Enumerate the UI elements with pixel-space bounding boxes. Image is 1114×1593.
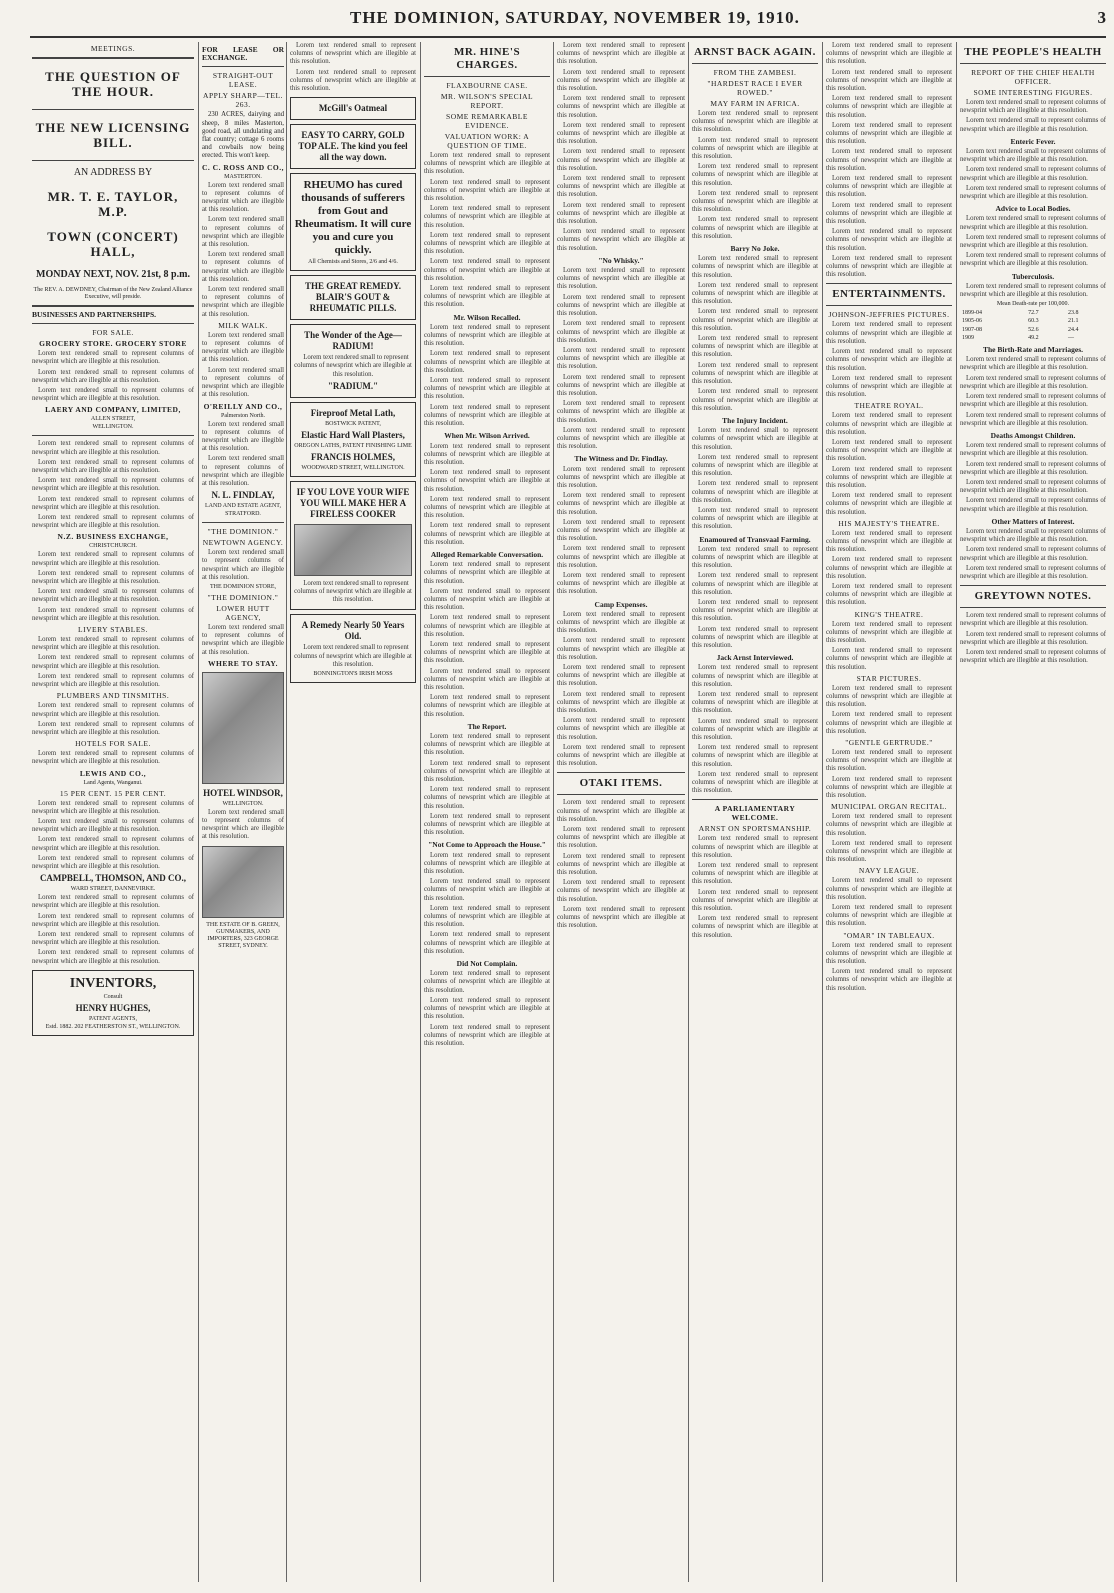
ad-heading: WHERE TO STAY. — [207, 658, 279, 668]
column-rule — [688, 42, 689, 1582]
article-text: Lorem text rendered small to represent columns of newsprint which are illegible at this resolution. Lorem text rendered small to represent columns of newsprint which are illegible at this resolution. Lorem text rendered small to represent columns of newsprint which are illegible at this resolution. Lorem text rendered small to represent columns of newsprint which are illegible at this resolution. Lorem text rendered small to represent columns of newsprint which are illegible at this resolution. Lorem text rendered small to represent columns of newsprint which are illegible at this resolution. — [424, 152, 550, 309]
headline: GREYTOWN NOTES. — [974, 590, 1092, 603]
article-text: Lorem text rendered small to represent columns of newsprint which are illegible at this resolution. Lorem text rendered small to represent columns of newsprint which are illegible at this resolution. Lorem text rendered small to represent columns of newsprint which are illegible at this resolution. Lorem text rendered small to represent columns of newsprint which are illegible at this resolution. Lorem text rendered small to represent columns of newsprint which are illegible at this resolution. Lorem text rendered small to represent columns of newsprint which are illegible at this resolution. Lorem text rendered small to represent columns of newsprint which are illegible at this resolution. — [557, 267, 685, 451]
classified-text: Lorem text rendered small to represent columns of newsprint which are illegible at this resolution. — [202, 623, 284, 656]
ad-text: All Chemists and Stores, 2/6 and 4/6. — [308, 259, 398, 266]
section-heading: The Birth-Rate and Marriages. — [983, 345, 1083, 355]
ad-text: PATENT AGENTS, — [88, 1015, 137, 1022]
classified-text: Lorem text rendered small to represent columns of newsprint which are illegible at this resolution. Lorem text rendered small to represent columns of newsprint which are illegible at this resolution. Lorem text rendered small to represent columns of newsprint which are illegible at this resolution. Lorem text rendered small to represent columns of newsprint which are illegible at this resolution. — [202, 181, 284, 318]
page-number: 3 — [1097, 8, 1106, 27]
article-text: Lorem text rendered small to represent columns of newsprint which are illegible at this resolution. Lorem text rendered small to represent columns of newsprint which are illegible at this resolution. Lorem text rendered small to represent columns of newsprint which are illegible at this resolution. — [960, 612, 1106, 665]
article-text: Lorem text rendered small to represent columns of newsprint which are illegible at this resolution. Lorem text rendered small to represent columns of newsprint which are illegible at this resolution. Lorem text rendered small to represent columns of newsprint which are illegible at this resolution. — [960, 148, 1106, 201]
subheading: "GENTLE GERTRUDE." — [845, 738, 933, 748]
article-text: Lorem text rendered small to represent columns of newsprint which are illegible at this resolution. Lorem text rendered small to represent columns of newsprint which are illegible at this resolution. Lorem text rendered small to represent columns of newsprint which are illegible at this resolution. Lorem text rendered small to represent columns of newsprint which are illegible at this resolution. Lorem text rendered small to represent columns of newsprint which are illegible at this resolution. — [557, 799, 685, 930]
classified-text: Lorem text rendered small to represent columns of newsprint which are illegible at this resolution. Lorem text rendered small to represent columns of newsprint which are illegible at this resolution. — [202, 331, 284, 399]
lath-ad — [290, 402, 416, 477]
subheading: "HARDEST RACE I EVER ROWED." — [707, 79, 803, 97]
article-text: Lorem text rendered small to represent columns of newsprint which are illegible at this resolution. Lorem text rendered small to represent columns of newsprint which are illegible at this resolution. Lorem text rendered small to represent columns of newsprint which are illegible at this resolution. Lorem text rendered small to represent columns of newsprint which are illegible at this resolution. — [960, 356, 1106, 427]
irish-moss-ad: A Remedy Nearly 50 Years Old. Lorem text rendered small to represent columns of newsprint which are illegible at this resolution. BONNINGTON'S IRISH MOSS — [290, 614, 416, 683]
section-heading: Advice to Local Bodies. — [995, 204, 1071, 214]
ad-heading: STRAIGHT-OUT LEASE. — [212, 71, 274, 90]
subheading: MUNICIPAL ORGAN RECITAL. — [830, 802, 948, 812]
ad-title: THE GREAT REMEDY. BLAIR'S GOUT & RHEUMATIC PILLS. — [304, 281, 402, 314]
firm-city: CHRISTCHURCH. — [89, 543, 137, 550]
column-meetings — [32, 42, 194, 1582]
column-arnst — [692, 42, 818, 1582]
article-text: Lorem text rendered small to represent columns of newsprint which are illegible at this resolution. Lorem text rendered small to represent columns of newsprint which are illegible at this resolution. Lorem text rendered small to represent columns of newsprint which are illegible at this resolution. Lorem text rendered small to represent columns of newsprint which are illegible at this resolution. — [424, 323, 550, 428]
hotel-illustration — [202, 672, 284, 784]
firm-city: WELLINGTON. — [92, 424, 134, 431]
section-heading: The Report. — [467, 721, 507, 731]
firm-city: Palmerston North. — [221, 412, 265, 419]
ad-text: BOSTWICK PATENT, — [325, 420, 381, 427]
headline: THE QUESTION OF THE HOUR. — [45, 69, 181, 99]
article-text: Lorem text rendered small to represent columns of newsprint which are illegible at this resolution. Lorem text rendered small to represent columns of newsprint which are illegible at this resolution. Lorem text rendered small to represent columns of newsprint which are illegible at this resolution. Lorem text rendered small to represent columns of newsprint which are illegible at this resolution. Lorem text rendered small to represent columns of newsprint which are illegible at this resolution. — [692, 664, 818, 795]
divider — [692, 63, 818, 64]
cooker-illustration — [294, 524, 412, 576]
classified-header: BUSINESSES AND PARTNERSHIPS. — [32, 310, 157, 319]
table-cell: 1909 — [962, 334, 974, 341]
column-rule — [198, 42, 199, 1582]
subheading: FLAXBOURNE CASE. — [446, 81, 528, 90]
ad-heading: NEWTOWN AGENCY. — [202, 538, 284, 548]
ad-name: HENRY HUGHES, — [75, 1002, 151, 1013]
article-text: Lorem text rendered small to represent columns of newsprint which are illegible at this resolution. Lorem text rendered small to represent columns of newsprint which are illegible at this resolution. Lorem text rendered small to represent columns of newsprint which are illegible at this resolution. Lorem text rendered small to represent columns of newsprint which are illegible at this resolution. Lorem text rendered small to represent columns of newsprint which are illegible at this resolution. — [557, 465, 685, 596]
ad-text: Consult — [103, 993, 123, 1000]
ad-title: McGill's Oatmeal — [318, 103, 388, 114]
divider — [826, 283, 952, 284]
oatmeal-ad — [290, 97, 416, 120]
section-heading: Mr. Wilson Recalled. — [453, 312, 521, 322]
article-text: Lorem text rendered small to represent columns of newsprint which are illegible at this resolution. Lorem text rendered small to represent columns of newsprint which are illegible at this resolution. Lorem text rendered small to represent columns of newsprint which are illegible at this resolution. Lorem text rendered small to represent columns of newsprint which are illegible at this resolution. — [692, 545, 818, 649]
classified-text: Lorem text rendered small to represent columns of newsprint which are illegible at this resolution. Lorem text rendered small to represent columns of newsprint which are illegible at this resolution. Lorem text rendered small to represent columns of newsprint which are illegible at this resolution. — [32, 636, 194, 689]
firm-name: O'REILLY AND CO., — [203, 401, 283, 411]
section-heading: Jack Arnst Interviewed. — [716, 653, 794, 663]
article-text: Lorem text rendered small to represent columns of newsprint which are illegible at this resolution. Lorem text rendered small to represent columns of newsprint which are illegible at this resolution. Lorem text rendered small to represent columns of newsprint which are illegible at this resolution. Lorem text rendered small to represent columns of newsprint which are illegible at this resolution. — [692, 427, 818, 531]
firm-name: LAERY AND COMPANY, LIMITED, — [45, 405, 181, 415]
section-heading: Alleged Remarkable Conversation. — [430, 549, 544, 559]
subheading: FROM THE ZAMBESI. — [713, 68, 797, 77]
death-rate-table — [960, 309, 1106, 342]
column-rule — [286, 42, 287, 1582]
section-heading: Deaths Amongst Children. — [990, 430, 1076, 440]
section-heading: When Mr. Wilson Arrived. — [444, 431, 530, 441]
divider — [424, 76, 550, 77]
column-adverts — [290, 42, 416, 1582]
classified-text: Lorem text rendered small to represent columns of newsprint which are illegible at this resolution. Lorem text rendered small to represent columns of newsprint which are illegible at this resolution. Lorem text rendered small to represent columns of newsprint which are illegible at this resolution. Lorem text rendered small to represent columns of newsprint which are illegible at this resolution. — [32, 894, 194, 965]
cooker-ad: IF YOU LOVE YOUR WIFE YOU WILL MAKE HER A FIRELESS COOKER Lorem text rendered small to represent columns of newsprint which are illegible at this resolution. — [290, 481, 416, 611]
ad-heading: FOR SALE. — [92, 328, 134, 338]
date: MONDAY NEXT, NOV. 21st, 8 p.m. — [36, 269, 190, 280]
chair-note: The REV. A. DEWDNEY, Chairman of the New Zealand Alliance Executive, will preside. — [33, 287, 193, 300]
divider — [692, 799, 818, 800]
divider — [557, 772, 685, 773]
table-cell: 1907-08 — [962, 326, 982, 333]
ad-title: Elastic Hard Wall Plasters, — [301, 429, 405, 440]
article-text: Lorem text rendered small to represent columns of newsprint which are illegible at this resolution. Lorem text rendered small to represent columns of newsprint which are illegible at this resolution. Lorem text rendered small to represent columns of newsprint which are illegible at this resolution. Lorem text rendered small to represent columns of newsprint which are illegible at this resolution. — [424, 733, 550, 837]
column-rule — [420, 42, 421, 1582]
ad-brand: "RADIUM." — [327, 380, 379, 391]
article-text: Lorem text rendered small to represent columns of newsprint which are illegible at this resolution. Lorem text rendered small to represent columns of newsprint which are illegible at this resolution. Lorem text rendered small to represent columns of newsprint which are illegible at this resolution. — [960, 527, 1106, 580]
divider — [32, 305, 194, 307]
ad-heading: 15 PER CENT. 15 PER CENT. — [59, 788, 167, 798]
ad-title: INVENTORS, — [69, 975, 157, 991]
firm-name: N. L. FINDLAY, — [211, 490, 275, 501]
ad-text: THE ESTATE OF B. GREEN, GUNMAKERS, AND IMPORTERS, 323 GEORGE STREET, SYDNEY. — [206, 921, 280, 949]
firm-name: N.Z. BUSINESS EXCHANGE, — [57, 532, 169, 542]
firm-address: ALLEN STREET, — [90, 416, 136, 423]
firm-city: Land Agents, Wanganui. — [83, 779, 143, 786]
divider — [826, 305, 952, 306]
ad-text: THE DOMINION STORE, — [209, 583, 277, 590]
classified-text: Lorem text rendered small to represent columns of newsprint which are illegible at this resolution. Lorem text rendered small to represent columns of newsprint which are illegible at this resolution. Lorem text rendered small to represent columns of newsprint which are illegible at this resolution. — [32, 350, 194, 403]
column-hine — [424, 42, 550, 1582]
table-row — [960, 317, 1106, 325]
divider — [960, 607, 1106, 608]
table-cell: 49.2 — [1028, 334, 1039, 341]
section-heading: Barry No Joke. — [730, 244, 780, 254]
ad-heading: LIVERY STABLES. — [78, 625, 148, 635]
column-health — [960, 42, 1106, 1582]
ad-heading: PLUMBERS AND TINSMITHS. — [56, 691, 170, 701]
article-text: Lorem text rendered small to represent columns of newsprint which are illegible at this resolution. Lorem text rendered small to represent columns of newsprint which are illegible at this resolution. Lorem text rendered small to represent columns of newsprint which are illegible at this resolution. Lorem text rendered small to represent columns of newsprint which are illegible at this resolution. Lorem text rendered small to represent columns of newsprint which are illegible at this resolution. Lorem text rendered small to represent columns of newsprint which are illegible at this resolution. — [557, 610, 685, 768]
ad-title: EASY TO CARRY, GOLD TOP ALE. The kind you feel all the way down. — [298, 130, 408, 163]
table-cell: 52.6 — [1028, 326, 1039, 333]
column-rule — [956, 42, 957, 1582]
section-heading: The Witness and Dr. Findlay. — [574, 454, 668, 464]
article-text: Lorem text rendered small to represent columns of newsprint which are illegible at this resolution. Lorem text rendered small to represent columns of newsprint which are illegible at this resolution. Lorem text rendered small to represent columns of newsprint which are illegible at this resolution. Lorem text rendered small to represent columns of newsprint which are illegible at this resolution. Lorem text rendered small to represent columns of newsprint which are illegible at this resolution. Lorem text rendered small to represent columns of newsprint which are illegible at this resolution. — [692, 255, 818, 412]
subheading: HIS MAJESTY'S THEATRE. — [838, 518, 940, 528]
ad-heading: HOTELS FOR SALE. — [75, 739, 151, 749]
table-cell: 1905-06 — [962, 318, 982, 325]
classified-text: Lorem text rendered small to represent columns of newsprint which are illegible at this resolution. Lorem text rendered small to represent columns of newsprint which are illegible at this resolution. Lorem text rendered small to represent columns of newsprint which are illegible at this resolution. Lorem text rendered small to represent columns of newsprint which are illegible at this resolution. — [32, 799, 194, 870]
subheading: A PARLIAMENTARY WELCOME. — [714, 804, 796, 823]
ad-text: WOODWARD STREET, WELLINGTON. — [301, 464, 405, 471]
ad-title: RHEUMO has cured thousands of sufferers from Gout and Rheumatism. It will cure you and cure you quickly. — [294, 179, 412, 257]
firm-desc: LAND AND ESTATE AGENT, — [204, 503, 282, 510]
divider — [557, 794, 685, 795]
subheading: SOME INTERESTING FIGURES. — [973, 88, 1093, 97]
section-title: MEETINGS. — [90, 44, 136, 53]
venue: TOWN (CONCERT) HALL, — [47, 229, 179, 259]
column-hine-cont — [557, 42, 685, 1582]
article-text: Lorem text rendered small to represent columns of newsprint which are illegible at this resolution. Lorem text rendered small to represent columns of newsprint which are illegible at this resolution. — [960, 99, 1106, 133]
ad-title: The Wonder of the Age— RADIUM! — [304, 330, 402, 352]
article-text: Lorem text rendered small to represent columns of newsprint which are illegible at this resolution. Lorem text rendered small to represent columns of newsprint which are illegible at this resolution. Lorem text rendered small to represent columns of newsprint which are illegible at this resolution. Lorem text rendered small to represent columns of newsprint which are illegible at this resolution. — [424, 442, 550, 546]
ad-text: OREGON LATHS, PATENT FINISHING LIME — [294, 442, 412, 449]
section-heading: Tuberculosis. — [1011, 271, 1055, 281]
masthead-title: THE DOMINION, SATURDAY, NOVEMBER 19, 1910. — [350, 8, 800, 27]
subheading: THEATRE ROYAL. — [854, 401, 924, 411]
table-cell: 1899-04 — [962, 310, 982, 317]
firm-name: C. C. ROSS AND CO., — [202, 162, 284, 172]
headline: MR. HINE'S CHARGES. — [453, 46, 521, 71]
ad-text: Estd. 1882. 202 FEATHERSTON ST., WELLINGTON. — [45, 1023, 181, 1030]
classified-text: Lorem text rendered small to represent columns of newsprint which are illegible at this resolution. Lorem text rendered small to represent columns of newsprint which are illegible at this resolution. — [202, 420, 284, 487]
section-heading: Enteric Fever. — [1010, 136, 1056, 146]
ad-text: 230 ACRES, dairying and sheep, 8 miles Masterton, good road, all undulating and flat country; cottage 6 rooms and cowbails now being erected. This won't keep. — [202, 111, 284, 160]
masthead — [30, 6, 1106, 38]
headline: THE PEOPLE'S HEALTH — [964, 46, 1102, 58]
firm-address: WARD STREET, DANNEVIRKE. — [70, 886, 156, 893]
article-text: Lorem text rendered small to represent columns of newsprint which are illegible at this resolution. Lorem text rendered small to represent columns of newsprint which are illegible at this resolution. Lorem text rendered small to represent columns of newsprint which are illegible at this resolution. — [424, 970, 550, 1047]
subheading: NAVY LEAGUE. — [858, 866, 920, 876]
headline: ARNST BACK AGAIN. — [694, 46, 816, 58]
column-lease — [202, 42, 284, 1582]
headline: OTAKI ITEMS. — [579, 777, 663, 790]
subheading: STAR PICTURES. — [856, 673, 922, 683]
section-heading: "Not Come to Approach the House." — [428, 840, 546, 850]
firm-city: MASTERTON. — [224, 173, 262, 180]
classified-header: FOR LEASE OR EXCHANGE. — [202, 45, 284, 63]
classified-text: Lorem text rendered small to represent columns of newsprint which are illegible at this resolution. — [202, 808, 284, 841]
column-rule — [553, 42, 554, 1582]
table-row — [960, 309, 1106, 317]
classified-text: Lorem text rendered small to represent columns of newsprint which are illegible at this resolution. Lorem text rendered small to represent columns of newsprint which are illegible at this resolution. — [32, 702, 194, 736]
headline: THE NEW LICENSING BILL. — [35, 120, 191, 150]
subheading: ARNST ON SPORTSMANSHIP. — [698, 824, 812, 834]
table-caption: Mean Death-rate per 100,000. — [996, 301, 1070, 308]
divider — [32, 323, 194, 324]
rheumo-ad — [290, 173, 416, 271]
ad-brand: BONNINGTON'S IRISH MOSS — [313, 671, 393, 678]
divider — [32, 435, 194, 436]
section-heading: "No Whisky." — [598, 255, 644, 265]
ad-heading: "THE DOMINION." — [207, 592, 279, 602]
section-heading: Did Not Complain. — [456, 959, 518, 969]
classified-text: Lorem text rendered small to represent columns of newsprint which are illegible at this resolution. Lorem text rendered small to represent columns of newsprint which are illegible at this resolution. Lorem text rendered small to represent columns of newsprint which are illegible at this resolution. Lorem text rendered small to represent columns of newsprint which are illegible at this resolution. Lorem text rendered small to represent columns of newsprint which are illegible at this resolution. — [32, 440, 194, 530]
table-row — [960, 334, 1106, 342]
ad-heading: APPLY SHARP—TEL. 263. — [203, 91, 283, 110]
subheading: AN ADDRESS BY — [73, 167, 153, 178]
subheading: VALUATION WORK: A QUESTION OF TIME. — [444, 132, 530, 150]
classified-text: Lorem text rendered small to represent columns of newsprint which are illegible at this resolution. — [32, 750, 194, 766]
subheading: KING'S THEATRE. — [854, 609, 924, 619]
article-text: Lorem text rendered small to represent columns of newsprint which are illegible at this resolution. Lorem text rendered small to represent columns of newsprint which are illegible at this resolution. Lorem text rendered small to represent columns of newsprint which are illegible at this resolution. — [960, 215, 1106, 268]
divider — [960, 585, 1106, 586]
subheading: JOHNSON-JEFFRIES PICTURES. — [828, 310, 950, 320]
section-heading: Other Matters of Interest. — [991, 516, 1075, 526]
divider — [32, 160, 194, 161]
classified-text: Lorem text rendered small to represent columns of newsprint which are illegible at this resolution. — [202, 549, 284, 581]
patent-ad — [32, 970, 194, 1036]
table-row — [960, 326, 1106, 334]
gun-illustration — [202, 846, 284, 918]
article-text: Lorem text rendered small to represent columns of newsprint which are illegible at this resolution. — [960, 282, 1106, 299]
article-text: Lorem text rendered small to represent columns of newsprint which are illegible at this resolution. Lorem text rendered small to represent columns of newsprint which are illegible at this resolution. Lorem text rendered small to represent columns of newsprint which are illegible at this resolution. Lorem text rendered small to represent columns of newsprint which are illegible at this resolution. — [424, 851, 550, 955]
article-text: Lorem text rendered small to represent columns of newsprint which are illegible at this resolution. Lorem text rendered small to represent columns of newsprint which are illegible at this resolution. Lorem text rendered small to represent columns of newsprint which are illegible at this resolution. Lorem text rendered small to represent columns of newsprint which are illegible at this resolution. — [960, 442, 1106, 513]
ad-title: Fireproof Metal Lath, — [310, 407, 396, 418]
ad-heading: MILK WALK. — [218, 320, 268, 330]
hotel-name: HOTEL WINDSOR, — [203, 787, 283, 798]
table-cell: 72.7 — [1028, 310, 1039, 317]
divider — [202, 522, 284, 523]
ad-title: IF YOU LOVE YOUR WIFE YOU WILL MAKE HER A FIRELESS COOKER — [296, 486, 410, 519]
firm-name: LEWIS AND CO., — [79, 768, 147, 778]
ale-ad — [290, 124, 416, 169]
article-text: Lorem text rendered small to represent columns of newsprint which are illegible at this resolution. Lorem text rendered small to represent columns of newsprint which are illegible at this resolution. Lorem text rendered small to represent columns of newsprint which are illegible at this resolution. Lorem text rendered small to represent columns of newsprint which are illegible at this resolution. Lorem text rendered small to represent columns of newsprint which are illegible at this resolution. — [692, 110, 818, 240]
headline: ENTERTAINMENTS. — [832, 288, 946, 301]
column-rule — [822, 42, 823, 1582]
section-heading: The Injury Incident. — [722, 415, 788, 425]
subheading: MAY FARM IN AFRICA. — [710, 99, 800, 108]
ad-heading: "THE DOMINION." — [207, 527, 279, 537]
subheading: SOME REMARKABLE EVIDENCE. — [446, 112, 528, 130]
ad-title: A Remedy Nearly 50 Years Old. — [301, 620, 405, 642]
table-cell: 21.1 — [1068, 318, 1079, 325]
subheading: MR. WILSON'S SPECIAL REPORT. — [440, 92, 534, 110]
ad-heading: GROCERY STORE. GROCERY STORE — [39, 339, 187, 349]
divider — [32, 109, 194, 110]
article-text: Lorem text rendered small to represent columns of newsprint which are illegible at this resolution. Lorem text rendered small to represent columns of newsprint which are illegible at this resolution. Lorem text rendered small to represent columns of newsprint which are illegible at this resolution. Lorem text rendered small to represent columns of newsprint which are illegible at this resolution. — [692, 835, 818, 939]
table-cell: 24.4 — [1068, 326, 1079, 333]
column-entertainments: Lorem text rendered small to represent columns of newsprint which are illegible at this resolution. Lorem text rendered small to represent columns of newsprint which are illegible at this resolution. Lorem text rendered small to represent columns of newsprint which are illegible at this resolution. Lorem text rendered small to represent columns of newsprint which are illegible at this resolution. Lorem text rendered small to represent columns of newsprint which are illegible at this resolution. Lorem text rendered small to represent columns of newsprint which are illegible at this resolution. Lorem text rendered small to represent columns of newsprint which are illegible at this resolution. Lorem text rendered small to represent columns of newsprint which are illegible at this resolution. Lorem text rendered small to represent columns of newsprint which are illegible at this resolution. ENTERTAINMENTS. JOHNSON-JEFFRIES PICTURES. Lorem text rendered small to represent columns of newsprint which are illegible at this resolution. Lorem text rendered small to represent columns of newsprint which are illegible at this resolution. Lorem text rendered small to represent columns of newsprint which are illegible at this resolution. THEATRE ROYAL. Lorem text rendered small to represent columns of newsprint which are illegible at this resolution. Lorem text rendered small to represent columns of newsprint which are illegible at this resolution. Lorem text rendered small to represent columns of newsprint which are illegible at this resolution. Lorem text rendered small to represent columns of newsprint which are illegible at this resolution. HIS MAJESTY'S THEATRE. Lorem text rendered small to represent columns of newsprint which are illegible at this resolution. Lorem text rendered small to represent columns of newsprint which are illegible at this resolution. Lorem text rendered small to represent columns of newsprint which are illegible at this resolution. KING'S THEATRE. Lorem text rendered small to represent columns of newsprint which are illegible at this resolution. Lorem text rendered small to represent columns of newsprint which are illegible at this resolution. STAR PICTURES. Lorem text rendered small to represent columns of newsprint which are illegible at this resolution. Lorem text rendered small to represent columns of newsprint which are illegible at this resolution. "GENTLE GERTRUDE." Lorem text rendered small to represent columns of newsprint which are illegible at this resolution. Lorem text rendered small to represent columns of newsprint which are illegible at this resolution. MUNICIPAL ORGAN RECITAL. Lorem text rendered small to represent columns of newsprint which are illegible at this resolution. Lorem text rendered small to represent columns of newsprint which are illegible at this resolution. NAVY LEAGUE. Lorem text rendered small to represent columns of newsprint which are illegible at this resolution. Lorem text rendered small to represent columns of newsprint which are illegible at this resolution. "OMAR" IN TABLEAUX. Lorem text rendered small to represent columns of newsprint which are illegible at this resolution. Lorem text rendered small to represent columns of newsprint which are illegible at this resolution. — [826, 42, 952, 992]
divider — [960, 63, 1106, 64]
subheading: REPORT OF THE CHIEF HEALTH OFFICER. — [971, 68, 1095, 86]
article-text: Lorem text rendered small to represent columns of newsprint which are illegible at this resolution. Lorem text rendered small to represent columns of newsprint which are illegible at this resolution. Lorem text rendered small to represent columns of newsprint which are illegible at this resolution. Lorem text rendered small to represent columns of newsprint which are illegible at this resolution. Lorem text rendered small to represent columns of newsprint which are illegible at this resolution. Lorem text rendered small to represent columns of newsprint which are illegible at this resolution. Lorem text rendered small to represent columns of newsprint which are illegible at this resolution. Lorem text rendered small to represent columns of newsprint which are illegible at this resolution. Lorem text rendered small to represent columns of newsprint which are illegible at this resolution. — [826, 42, 952, 279]
table-cell: — — [1068, 334, 1075, 341]
hotel-city: WELLINGTON. — [222, 800, 264, 807]
firm-name: CAMPBELL, THOMSON, AND CO., — [39, 873, 187, 884]
ad-name: FRANCIS HOLMES, — [310, 451, 395, 462]
section-heading: Camp Expenses. — [594, 599, 648, 609]
table-cell: 23.8 — [1068, 310, 1079, 317]
divider — [202, 66, 284, 67]
firm-city: STRATFORD. — [225, 511, 261, 518]
ad-heading: LOWER HUTT AGENCY, — [216, 603, 270, 622]
section-heading: Enamoured of Transvaal Farming. — [699, 534, 811, 544]
table-cell: 60.3 — [1028, 318, 1039, 325]
article-text: Lorem text rendered small to represent columns of newsprint which are illegible at this resolution. Lorem text rendered small to represent columns of newsprint which are illegible at this resolution. Lorem text rendered small to represent columns of newsprint which are illegible at this resolution. Lorem text rendered small to represent columns of newsprint which are illegible at this resolution. Lorem text rendered small to represent columns of newsprint which are illegible at this resolution. Lorem text rendered small to represent columns of newsprint which are illegible at this resolution. — [424, 561, 550, 718]
article-text: Lorem text rendered small to represent columns of newsprint which are illegible at this resolution. Lorem text rendered small to represent columns of newsprint which are illegible at this resolution. Lorem text rendered small to represent columns of newsprint which are illegible at this resolution. Lorem text rendered small to represent columns of newsprint which are illegible at this resolution. Lorem text rendered small to represent columns of newsprint which are illegible at this resolution. Lorem text rendered small to represent columns of newsprint which are illegible at this resolution. Lorem text rendered small to represent columns of newsprint which are illegible at this resolution. Lorem text rendered small to represent columns of newsprint which are illegible at this resolution. — [557, 42, 685, 252]
subheading: "OMAR" IN TABLEAUX. — [843, 930, 935, 940]
speaker-name: MR. T. E. TAYLOR, M.P. — [47, 189, 179, 219]
ad-text: Lorem text rendered small to represent columns of newsprint which are illegible at this resolution. Lorem text rendered small to represent columns of newsprint which are illegible at this resolution. — [290, 42, 416, 93]
divider — [32, 57, 194, 59]
classified-text: Lorem text rendered small to represent columns of newsprint which are illegible at this resolution. Lorem text rendered small to represent columns of newsprint which are illegible at this resolution. Lorem text rendered small to represent columns of newsprint which are illegible at this resolution. Lorem text rendered small to represent columns of newsprint which are illegible at this resolution. — [32, 551, 194, 622]
radium-ad: The Wonder of the Age— RADIUM! Lorem text rendered small to represent columns of newsprint which are illegible at this resolution. "RADIUM." — [290, 324, 416, 398]
blairs-ad — [290, 275, 416, 320]
